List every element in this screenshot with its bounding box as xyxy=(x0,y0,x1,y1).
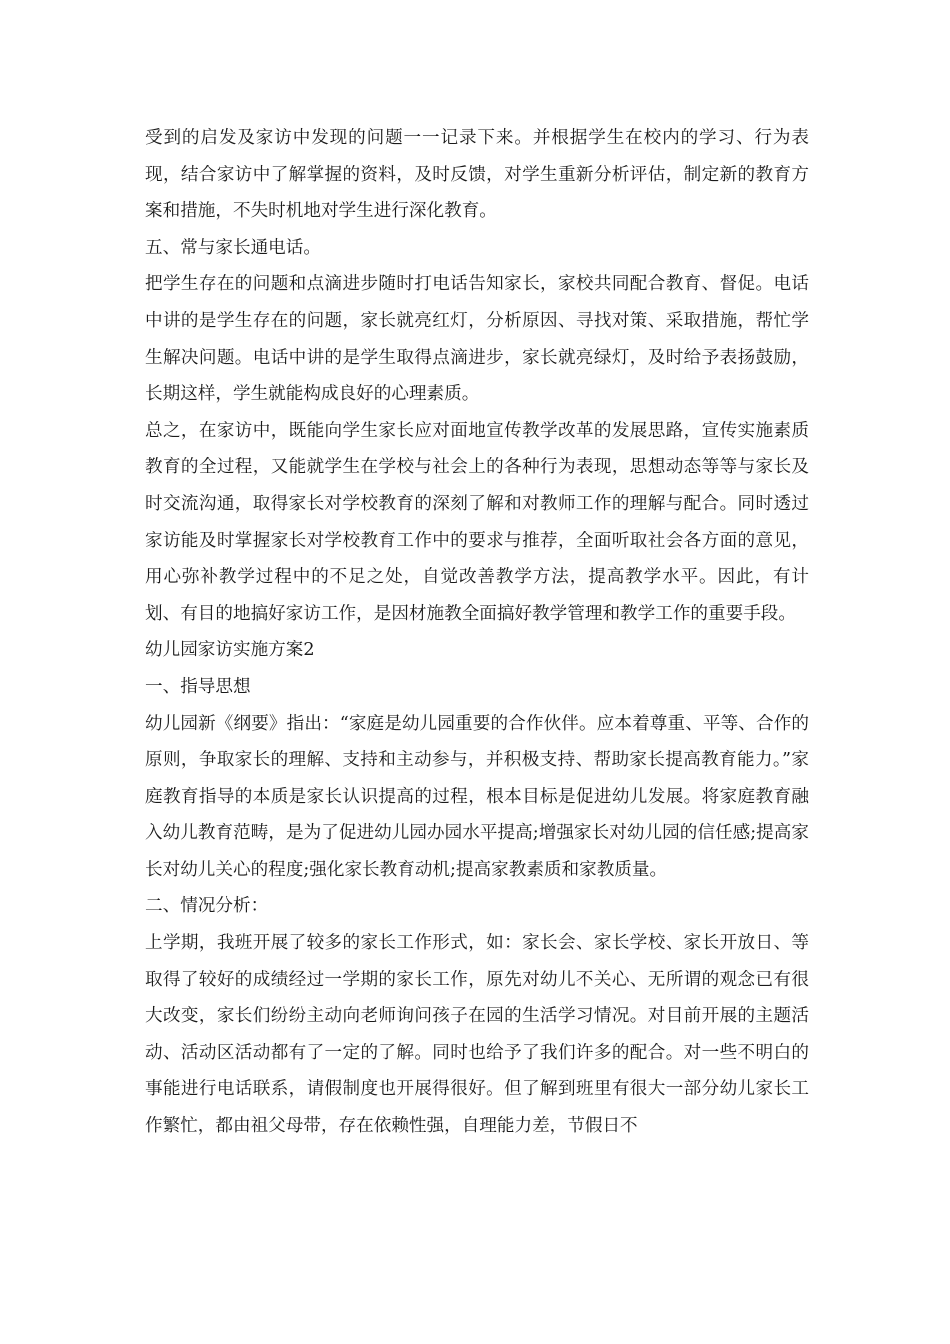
heading-guiding-ideology: 一、指导思想 xyxy=(145,676,251,697)
document-body xyxy=(145,120,809,1145)
heading-situation-analysis: 二、情况分析： xyxy=(145,896,269,917)
paragraph-guiding-ideology: 幼儿园新《纲要》指出：“家庭是幼儿园重要的合作伙伴。应本着尊重、平等、合作的原则，争取家长的理解、支持和主动参与，并积极支持、帮助家长提高教育能力。”家庭教育指导的本质是家长认识提高的过程，根本目标是促进幼儿发展。将家庭教育融入幼儿教育范畴，是为了促进幼儿园办园水平提高;增强家长对幼儿园的信任感;提高家长对幼儿关心的程度;强化家长教育动机;提高家教素质和家教质量。 xyxy=(145,713,809,880)
heading-phone-contact: 五、常与家长通电话。 xyxy=(145,237,321,258)
paragraph-summary: 总之，在家访中，既能向学生家长应对面地宣传教学改革的发展思路，宣传实施素质教育的全过程，又能就学生在学校与社会上的各种行为表现，思想动态等等与家长及时交流沟通，取得家长对学校教育的深刻了解和对教师工作的理解与配合。同时透过家访能及时掌握家长对学校教育工作中的要求与推荐，全面听取社会各方面的意见，用心弥补教学过程中的不足之处，自觉改善教学方法，提高教学水平。因此，有计划、有目的地搞好家访工作，是因材施教全面搞好教学管理和教学工作的重要手段。 xyxy=(145,420,809,624)
section-title-plan-2: 幼儿园家访实施方案2 xyxy=(145,640,315,661)
paragraph-situation-analysis: 上学期，我班开展了较多的家长工作形式，如：家长会、家长学校、家长开放日、等取得了较好的成绩经过一学期的家长工作，原先对幼儿不关心、无所谓的观念已有很大改变，家长们纷纷主动向老师询问孩子在园的生活学习情况。对目前开展的主题活动、活动区活动都有了一定的了解。同时也给予了我们许多的配合。对一些不明白的事能进行电话联系，请假制度也开展得很好。但了解到班里有很大一部分幼儿家长工作繁忙，都由祖父母带，存在依赖性强，自理能力差，节假日不 xyxy=(145,933,809,1137)
paragraph-home-visit-followup: 受到的启发及家访中发现的问题一一记录下来。并根据学生在校内的学习、行为表现，结合家访中了解掌握的资料，及时反馈，对学生重新分析评估，制定新的教育方案和措施，不失时机地对学生进行深化教育。 xyxy=(145,128,809,222)
paragraph-phone-contact: 把学生存在的问题和点滴进步随时打电话告知家长，家校共同配合教育、督促。电话中讲的是学生存在的问题，家长就亮红灯，分析原因、寻找对策、采取措施，帮忙学生解决问题。电话中讲的是学生取得点滴进步，家长就亮绿灯，及时给予表扬鼓励，长期这样，学生就能构成良好的心理素质。 xyxy=(145,274,809,405)
